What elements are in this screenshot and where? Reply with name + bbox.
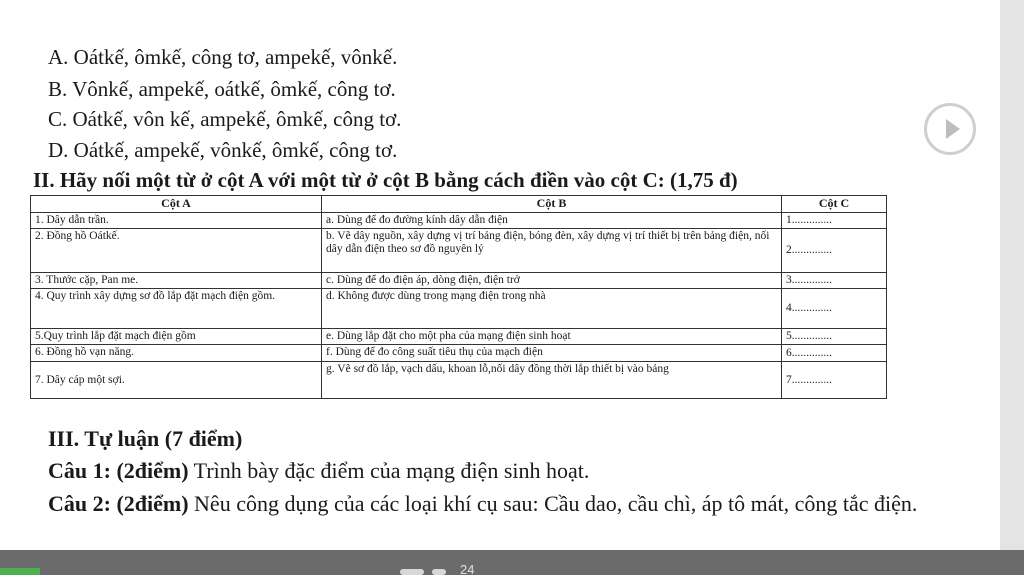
table-row [31, 273, 887, 289]
column-b-header: Cột B [322, 196, 782, 213]
cell-c-blank: 7.............. [782, 362, 887, 399]
table-row [31, 345, 887, 362]
progress-indicator [0, 568, 40, 575]
cell-c-blank: 4.............. [782, 289, 887, 329]
right-scroll-strip [1000, 0, 1024, 575]
pager-dot[interactable] [432, 569, 446, 575]
matching-table [30, 195, 887, 399]
cell-b: f. Dùng để đo công suất tiêu thụ của mạch điện [322, 345, 782, 362]
section-2-heading: II. Hãy nối một từ ở cột A với một từ ở cột B bằng cách điền vào cột C: (1,75 đ) [33, 168, 738, 192]
cell-c-blank: 1.............. [782, 213, 887, 229]
column-c-header: Cột C [782, 196, 887, 213]
cell-c-blank: 3.............. [782, 273, 887, 289]
cell-b: b. Vẽ dây nguồn, xây dựng vị trí bảng điện, bóng đèn, xây dựng vị trí thiết bị trên bảng điện, nối dây dẫn điện theo sơ đồ nguyên lý [322, 229, 782, 273]
column-a-header: Cột A [31, 196, 322, 213]
cell-b: d. Không được dùng trong mạng điện trong nhà [322, 289, 782, 329]
question-2 [48, 489, 928, 519]
play-icon [946, 119, 960, 139]
pager-dot[interactable] [400, 569, 424, 575]
option-a: A. Oátkế, ômkế, công tơ, ampekế, vônkế. [48, 45, 398, 69]
cell-a: 7. Dây cáp một sợi. [31, 362, 322, 399]
option-b: B. Vônkế, ampekế, oátkế, ômkế, công tơ. [48, 77, 396, 101]
cell-c-blank: 5.............. [782, 329, 887, 345]
cell-c-blank: 6.............. [782, 345, 887, 362]
cell-a: 5.Quy trình lắp đặt mạch điện gồm [31, 329, 322, 345]
table-row [31, 289, 887, 329]
table-row [31, 329, 887, 345]
cell-b: c. Dùng để đo điện áp, dòng điện, điện trở [322, 273, 782, 289]
question-2-text: Nêu công dụng của các loại khí cụ sau: Cầu dao, cầu chì, áp tô mát, công tắc điện. [194, 491, 918, 516]
table-row [31, 362, 887, 399]
question-2-label: Câu 2: (2điểm) [48, 491, 189, 516]
table-header-row [31, 196, 887, 213]
play-button[interactable] [924, 103, 976, 155]
table-row [31, 229, 887, 273]
cell-a: 2. Đồng hồ Oátkế. [31, 229, 322, 273]
table-row [31, 213, 887, 229]
question-1-text: Trình bày đặc điểm của mạng điện sinh hoạt. [193, 458, 590, 483]
option-d: D. Oátkế, ampekế, vônkế, ômkế, công tơ. [48, 138, 398, 162]
question-1-label: Câu 1: (2điểm) [48, 458, 189, 483]
cell-b: e. Dùng lắp đặt cho một pha của mạng điện sinh hoạt [322, 329, 782, 345]
cell-a: 6. Đồng hồ vạn năng. [31, 345, 322, 362]
question-1 [48, 456, 928, 486]
cell-b: a. Dùng để đo đường kính dây dẫn điện [322, 213, 782, 229]
cell-a: 1. Dây dẫn trần. [31, 213, 322, 229]
cell-b: g. Vẽ sơ đồ lắp, vạch dấu, khoan lỗ,nối dây đồng thời lắp thiết bị vào bảng [322, 362, 782, 399]
section-3-heading: III. Tự luận (7 điểm) [48, 426, 243, 451]
page-number: 24 [460, 562, 475, 577]
cell-a: 3. Thước cặp, Pan me. [31, 273, 322, 289]
cell-a: 4. Quy trình xây dựng sơ đồ lắp đặt mạch điện gồm. [31, 289, 322, 329]
option-c: C. Oátkế, vôn kế, ampekế, ômkế, công tơ. [48, 107, 402, 131]
cell-c-blank: 2.............. [782, 229, 887, 273]
bottom-toolbar [0, 550, 1024, 575]
